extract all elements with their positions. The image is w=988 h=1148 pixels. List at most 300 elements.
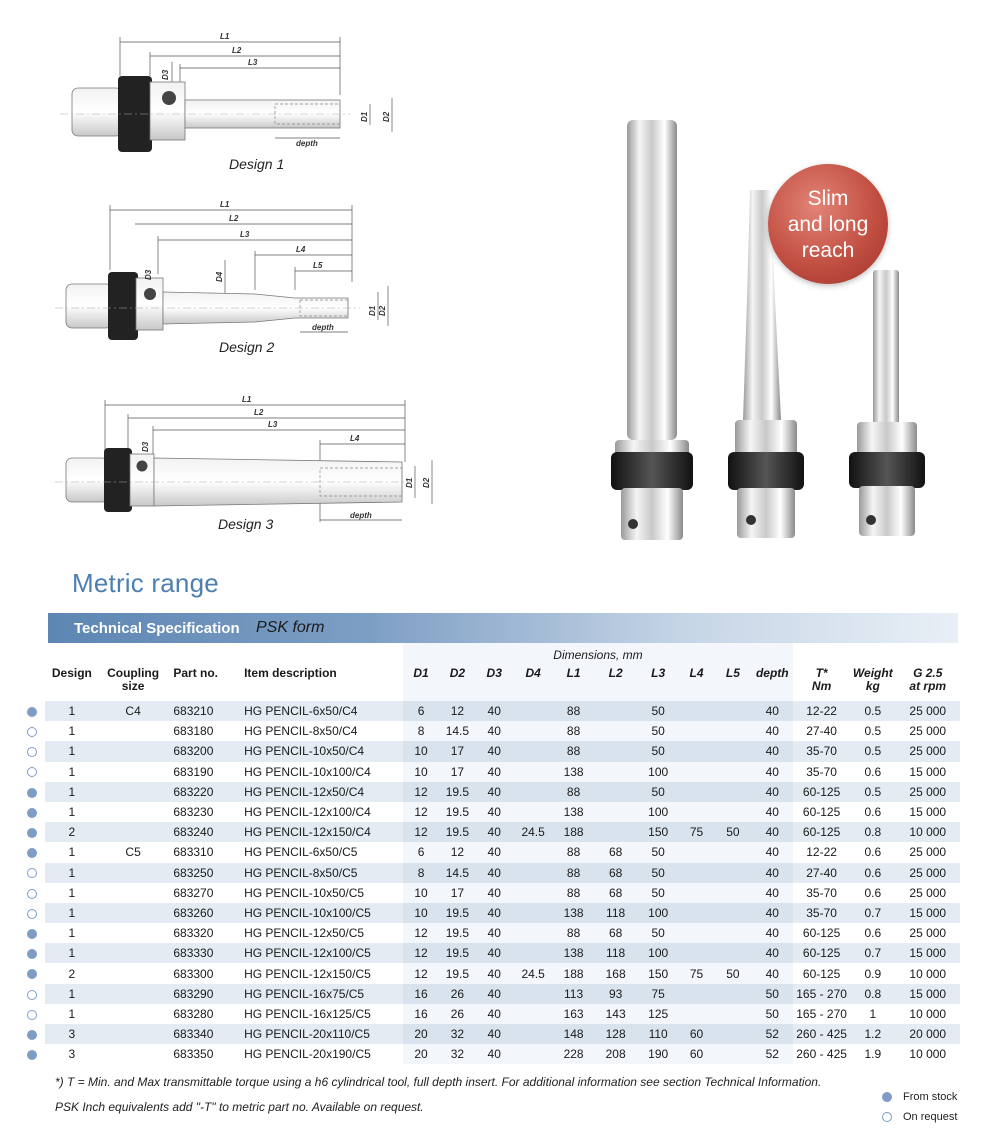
cell-g: 25 000 <box>896 863 960 883</box>
cell-d2: 19.5 <box>439 802 475 822</box>
svg-text:L3: L3 <box>268 420 278 429</box>
header-l4: L4 <box>679 665 714 701</box>
cell-l4: 60 <box>679 1044 714 1064</box>
section-title: Metric range <box>72 568 219 598</box>
cell-d3: 40 <box>476 762 513 782</box>
cell-depth: 40 <box>752 822 794 842</box>
cell-w: 0.6 <box>864 805 882 820</box>
cell-depth: 50 <box>752 984 794 1004</box>
cell-design: 1 <box>45 984 99 1004</box>
cell-part: 683200 <box>167 741 242 761</box>
cell-desc: HG PENCIL-8x50/C5 <box>242 863 403 883</box>
spec-header-bar <box>48 613 958 643</box>
cell-l5 <box>714 883 751 903</box>
cell-w: 0.6 <box>850 863 895 883</box>
cell-w: 1.2 <box>850 1024 895 1044</box>
cell-design: 1 <box>68 845 76 860</box>
cell-desc: HG PENCIL-10x50/C4 <box>242 741 403 761</box>
cell-d3: 40 <box>476 842 513 862</box>
cell-d1: 10 <box>403 903 439 923</box>
cell-d1: 20 <box>403 1024 439 1044</box>
cell-design: 3 <box>68 1047 76 1062</box>
cell-l4 <box>679 782 714 802</box>
cell-l4 <box>679 762 714 782</box>
cell-d1: 16 <box>403 984 439 1004</box>
cell-g: 25 000 <box>896 782 960 802</box>
design-2-label: Design 2 <box>219 339 275 355</box>
cell-l4 <box>679 883 714 903</box>
cell-design: 2 <box>68 966 76 981</box>
svg-text:L4: L4 <box>296 245 306 254</box>
cell-d2: 32 <box>439 1044 475 1064</box>
cell-l3: 50 <box>637 842 679 862</box>
cell-desc: HG PENCIL-12x150/C5 <box>244 966 371 981</box>
cell-w: 0.6 <box>864 764 882 779</box>
cell-d1: 12 <box>403 822 439 842</box>
cell-l4 <box>679 943 714 963</box>
cell-depth: 40 <box>752 782 794 802</box>
cell-desc: HG PENCIL-10x100/C5 <box>242 903 403 923</box>
cell-l1: 88 <box>553 701 593 721</box>
cell-d1: 16 <box>403 1004 439 1024</box>
cell-l4 <box>679 802 714 822</box>
cell-d2: 19.5 <box>439 963 475 983</box>
cell-w: 0.7 <box>850 943 895 963</box>
cell-l3: 50 <box>637 701 679 721</box>
cell-desc: HG PENCIL-12x150/C4 <box>242 822 403 842</box>
svg-text:L4: L4 <box>350 434 360 443</box>
cell-d2: 32 <box>439 1024 475 1044</box>
cell-d3: 40 <box>476 1004 513 1024</box>
table-row <box>20 721 960 741</box>
cell-d2: 19.5 <box>439 923 475 943</box>
cell-part: 683260 <box>167 903 242 923</box>
cell-l2: 68 <box>594 923 638 943</box>
cell-t: 60-125 <box>802 805 841 820</box>
table-row <box>20 802 960 822</box>
on-request-icon <box>27 1010 37 1020</box>
cell-l3: 125 <box>637 1004 679 1024</box>
cell-g: 25 000 <box>909 724 947 739</box>
svg-text:depth: depth <box>296 139 318 148</box>
cell-coupling <box>99 903 167 923</box>
cell-design: 1 <box>68 805 76 820</box>
cell-l3: 150 <box>637 963 679 983</box>
svg-text:D3: D3 <box>144 269 153 280</box>
svg-text:D3: D3 <box>141 441 150 452</box>
cell-d3: 40 <box>476 721 513 741</box>
design-1-label: Design 1 <box>229 156 285 172</box>
cell-d1: 6 <box>403 842 439 862</box>
svg-text:depth: depth <box>350 511 372 520</box>
header-d2: D2 <box>439 665 475 701</box>
cell-design: 2 <box>45 822 99 842</box>
cell-d3: 40 <box>476 1024 513 1044</box>
cell-l2: 208 <box>594 1044 638 1064</box>
availability-legend <box>882 1087 957 1127</box>
cell-depth: 52 <box>752 1024 794 1044</box>
product-photo <box>585 100 980 550</box>
cell-coupling: C5 <box>125 845 141 860</box>
cell-l5: 50 <box>714 963 751 983</box>
cell-l1: 188 <box>553 822 593 842</box>
cell-l3: 50 <box>637 782 679 802</box>
cell-l2: 93 <box>594 984 638 1004</box>
badge-line-1: Slim <box>807 187 849 210</box>
svg-text:L3: L3 <box>248 58 258 67</box>
cell-t: 27-40 <box>793 863 850 883</box>
cell-l1: 88 <box>553 782 593 802</box>
cell-l1: 88 <box>553 741 593 761</box>
cell-coupling <box>99 1044 167 1064</box>
design-2-drawing <box>55 200 388 340</box>
cell-l2: 68 <box>594 883 638 903</box>
cell-g: 10 000 <box>909 1006 947 1021</box>
cell-coupling <box>99 943 167 963</box>
cell-l3: 75 <box>637 984 679 1004</box>
spec-table <box>20 643 960 1064</box>
cell-d4 <box>513 741 553 761</box>
cell-depth: 40 <box>752 721 794 741</box>
table-row <box>20 883 960 903</box>
cell-w: 0.8 <box>850 822 895 842</box>
svg-text:L1: L1 <box>220 200 230 209</box>
cell-part: 683240 <box>167 822 242 842</box>
header-design: Design <box>51 666 92 680</box>
cell-l2: 118 <box>594 903 638 923</box>
cell-coupling <box>99 802 167 822</box>
cell-l3: 100 <box>637 903 679 923</box>
cell-d3: 40 <box>476 822 513 842</box>
cell-l5 <box>714 1024 751 1044</box>
cell-design: 1 <box>45 903 99 923</box>
design-3-label: Design 3 <box>218 516 274 532</box>
cell-part: 683210 <box>167 701 242 721</box>
svg-text:D2: D2 <box>378 305 387 316</box>
cell-design: 1 <box>68 1006 76 1021</box>
cell-d4 <box>513 883 553 903</box>
cell-g: 15 000 <box>909 805 947 820</box>
cell-d3: 40 <box>476 943 513 963</box>
cell-d1: 12 <box>403 782 439 802</box>
cell-l5 <box>714 923 751 943</box>
table-row <box>20 842 960 862</box>
svg-text:D2: D2 <box>422 477 431 488</box>
cell-desc: HG PENCIL-20x190/C5 <box>244 1047 371 1062</box>
header-weight: Weight kg <box>852 666 893 693</box>
cell-l5 <box>714 701 751 721</box>
cell-d3: 40 <box>476 984 513 1004</box>
cell-l5 <box>714 721 751 741</box>
cell-coupling <box>99 822 167 842</box>
svg-text:D3: D3 <box>161 69 170 80</box>
cell-coupling <box>99 883 167 903</box>
header-l3: L3 <box>637 665 679 701</box>
cell-depth: 40 <box>752 883 794 903</box>
cell-coupling <box>99 721 167 741</box>
cell-l3: 190 <box>637 1044 679 1064</box>
cell-d4 <box>513 782 553 802</box>
cell-d4 <box>513 984 553 1004</box>
cell-d1: 10 <box>403 762 439 782</box>
cell-part: 683190 <box>173 764 214 779</box>
cell-l3: 100 <box>637 762 679 782</box>
cell-design: 1 <box>68 926 76 941</box>
cell-part: 683220 <box>167 782 242 802</box>
cell-g: 15 000 <box>896 984 960 1004</box>
cell-depth: 40 <box>752 802 794 822</box>
cell-design: 1 <box>45 863 99 883</box>
header-part: Part no. <box>173 666 219 680</box>
cell-l1: 148 <box>553 1024 593 1044</box>
cell-d3: 40 <box>476 963 513 983</box>
cell-l2 <box>594 721 638 741</box>
cell-d1: 6 <box>403 701 439 721</box>
cell-d2: 17 <box>439 762 475 782</box>
cell-t: 60-125 <box>793 822 850 842</box>
cell-l5 <box>714 1004 751 1024</box>
cell-coupling <box>99 741 167 761</box>
from-stock-icon <box>27 848 37 858</box>
cell-d3: 40 <box>476 782 513 802</box>
cell-t: 60-125 <box>793 943 850 963</box>
from-stock-icon <box>27 929 37 939</box>
slim-long-reach-badge <box>768 164 888 284</box>
cell-coupling: C4 <box>99 701 167 721</box>
cell-l2: 168 <box>594 963 638 983</box>
cell-t: 165 - 270 <box>796 1006 847 1021</box>
cell-t: 35-70 <box>793 903 850 923</box>
cell-l5: 50 <box>714 822 751 842</box>
cell-l1: 138 <box>553 802 593 822</box>
cell-l5 <box>714 782 751 802</box>
from-stock-icon <box>27 808 37 818</box>
cell-depth: 40 <box>752 863 794 883</box>
cell-design: 1 <box>45 701 99 721</box>
cell-d1: 8 <box>403 721 439 741</box>
cell-l4 <box>679 923 714 943</box>
on-request-icon <box>27 909 37 919</box>
cell-part: 683180 <box>173 724 214 739</box>
cell-l2 <box>594 802 638 822</box>
svg-text:L2: L2 <box>232 46 242 55</box>
cell-depth: 50 <box>752 1004 794 1024</box>
cell-d3: 40 <box>476 863 513 883</box>
cell-l3: 100 <box>637 802 679 822</box>
filled-circle-icon <box>882 1092 892 1102</box>
cell-part: 683310 <box>173 845 214 860</box>
cell-l5 <box>714 863 751 883</box>
cell-part: 683340 <box>167 1024 242 1044</box>
spec-table-wrap <box>20 643 960 1064</box>
cell-d4 <box>513 842 553 862</box>
cell-g: 10 000 <box>909 966 947 981</box>
table-row <box>20 782 960 802</box>
cell-t: 12-22 <box>793 701 850 721</box>
cell-part: 683230 <box>173 805 214 820</box>
header-l5: L5 <box>714 665 751 701</box>
cell-d4 <box>513 903 553 923</box>
cell-d4: 24.5 <box>513 963 553 983</box>
cell-d2: 12 <box>439 701 475 721</box>
cell-d3: 40 <box>476 701 513 721</box>
cell-d1: 10 <box>403 883 439 903</box>
cell-t: 12-22 <box>806 845 837 860</box>
cell-l3: 50 <box>637 923 679 943</box>
cell-d3: 40 <box>476 883 513 903</box>
cell-d4 <box>513 721 553 741</box>
cell-design: 1 <box>68 764 76 779</box>
from-stock-icon <box>27 788 37 798</box>
cell-d2: 17 <box>439 741 475 761</box>
cell-l2 <box>594 822 638 842</box>
cell-g: 10 000 <box>909 1047 947 1062</box>
dimensions-caption: Dimensions, mm <box>403 643 793 665</box>
design-3-drawing <box>55 395 432 522</box>
on-request-icon <box>27 990 37 1000</box>
on-request-icon <box>27 868 37 878</box>
cell-coupling <box>99 762 167 782</box>
from-stock-icon <box>27 969 37 979</box>
cell-coupling <box>99 923 167 943</box>
badge-line-3: reach <box>801 239 855 262</box>
cell-desc: HG PENCIL-16x125/C5 <box>244 1006 371 1021</box>
legend-from-stock: From stock <box>882 1087 957 1107</box>
svg-text:L1: L1 <box>242 395 252 404</box>
cell-g: 15 000 <box>909 764 947 779</box>
footnote-torque: *) T = Min. and Max transmittable torque using a h6 cylindrical tool, full depth insert. For additional information see section Technical Information. <box>55 1075 822 1089</box>
cell-l5 <box>714 943 751 963</box>
cell-l2: 143 <box>594 1004 638 1024</box>
cell-l3: 50 <box>637 721 679 741</box>
cell-t: 60-125 <box>802 926 841 941</box>
header-l1: L1 <box>553 665 593 701</box>
table-row <box>20 863 960 883</box>
svg-text:L2: L2 <box>254 408 264 417</box>
cell-g: 25 000 <box>909 885 947 900</box>
cell-l1: 138 <box>553 943 593 963</box>
design-1-drawing <box>60 32 392 152</box>
cell-l4: 75 <box>679 822 714 842</box>
cell-g: 25 000 <box>896 741 960 761</box>
cell-part: 683320 <box>173 926 214 941</box>
cell-d3: 40 <box>476 923 513 943</box>
table-row <box>20 762 960 782</box>
table-row <box>20 903 960 923</box>
cell-d4 <box>513 1004 553 1024</box>
cell-t: 27-40 <box>806 724 837 739</box>
cell-l4 <box>679 984 714 1004</box>
cell-desc: HG PENCIL-12x50/C4 <box>242 782 403 802</box>
cell-part: 683290 <box>167 984 242 1004</box>
table-row <box>20 1024 960 1044</box>
cell-design: 1 <box>45 782 99 802</box>
cell-l3: 50 <box>637 741 679 761</box>
cell-t: 35-70 <box>806 885 837 900</box>
on-request-icon <box>27 727 37 737</box>
header-l2: L2 <box>594 665 638 701</box>
header-d3: D3 <box>476 665 513 701</box>
svg-text:D1: D1 <box>405 477 414 488</box>
cell-depth: 40 <box>752 963 794 983</box>
cell-coupling <box>99 984 167 1004</box>
cell-d4 <box>513 923 553 943</box>
cell-d4 <box>513 1044 553 1064</box>
header-desc: Item description <box>244 666 337 680</box>
spec-title: Technical Specification <box>74 620 240 637</box>
header-depth: depth <box>752 665 794 701</box>
cell-d3: 40 <box>476 741 513 761</box>
cell-design: 1 <box>45 741 99 761</box>
cell-d2: 19.5 <box>439 903 475 923</box>
cell-g: 25 000 <box>896 701 960 721</box>
svg-text:D2: D2 <box>382 111 391 122</box>
cell-l5 <box>714 842 751 862</box>
cell-l2 <box>594 762 638 782</box>
cell-l4 <box>679 863 714 883</box>
cell-t: 260 - 425 <box>796 1047 847 1062</box>
cell-l2: 68 <box>594 863 638 883</box>
cell-l4 <box>679 721 714 741</box>
cell-d2: 19.5 <box>439 943 475 963</box>
cell-d3: 40 <box>476 903 513 923</box>
cell-depth: 40 <box>752 842 794 862</box>
cell-coupling <box>99 863 167 883</box>
svg-text:D4: D4 <box>215 271 224 282</box>
svg-text:L3: L3 <box>240 230 250 239</box>
cell-w: 0.7 <box>850 903 895 923</box>
cell-w: 0.5 <box>850 741 895 761</box>
cell-part: 683300 <box>173 966 214 981</box>
cell-t: 35-70 <box>793 741 850 761</box>
cell-w: 0.6 <box>864 845 882 860</box>
cell-coupling <box>99 1004 167 1024</box>
table-row <box>20 1004 960 1024</box>
svg-text:D1: D1 <box>368 305 377 316</box>
cell-design: 1 <box>68 885 76 900</box>
from-stock-icon <box>27 1050 37 1060</box>
cell-w: 0.5 <box>850 782 895 802</box>
cell-design: 3 <box>45 1024 99 1044</box>
from-stock-icon <box>27 707 37 717</box>
svg-text:L2: L2 <box>229 214 239 223</box>
cell-desc: HG PENCIL-12x50/C5 <box>244 926 365 941</box>
cell-w: 0.5 <box>850 701 895 721</box>
cell-d2: 17 <box>439 883 475 903</box>
cell-w: 1.9 <box>864 1047 882 1062</box>
cell-d4 <box>513 943 553 963</box>
header-coupling: Coupling size <box>107 666 160 693</box>
cell-d4 <box>513 762 553 782</box>
cell-part: 683330 <box>167 943 242 963</box>
cell-l1: 113 <box>553 984 593 1004</box>
open-circle-icon <box>882 1112 892 1122</box>
header-d1: D1 <box>403 665 439 701</box>
cell-l4: 75 <box>679 963 714 983</box>
cell-desc: HG PENCIL-20x110/C5 <box>242 1024 403 1044</box>
table-row <box>20 923 960 943</box>
cell-g: 20 000 <box>896 1024 960 1044</box>
header-balance: G 2.5 at rpm <box>909 666 947 693</box>
cell-desc: HG PENCIL-16x75/C5 <box>242 984 403 1004</box>
svg-text:L1: L1 <box>220 32 230 41</box>
cell-w: 0.6 <box>864 926 882 941</box>
cell-g: 15 000 <box>896 903 960 923</box>
cell-l2 <box>594 782 638 802</box>
cell-l2: 118 <box>594 943 638 963</box>
cell-l1: 88 <box>553 842 593 862</box>
cell-l5 <box>714 1044 751 1064</box>
